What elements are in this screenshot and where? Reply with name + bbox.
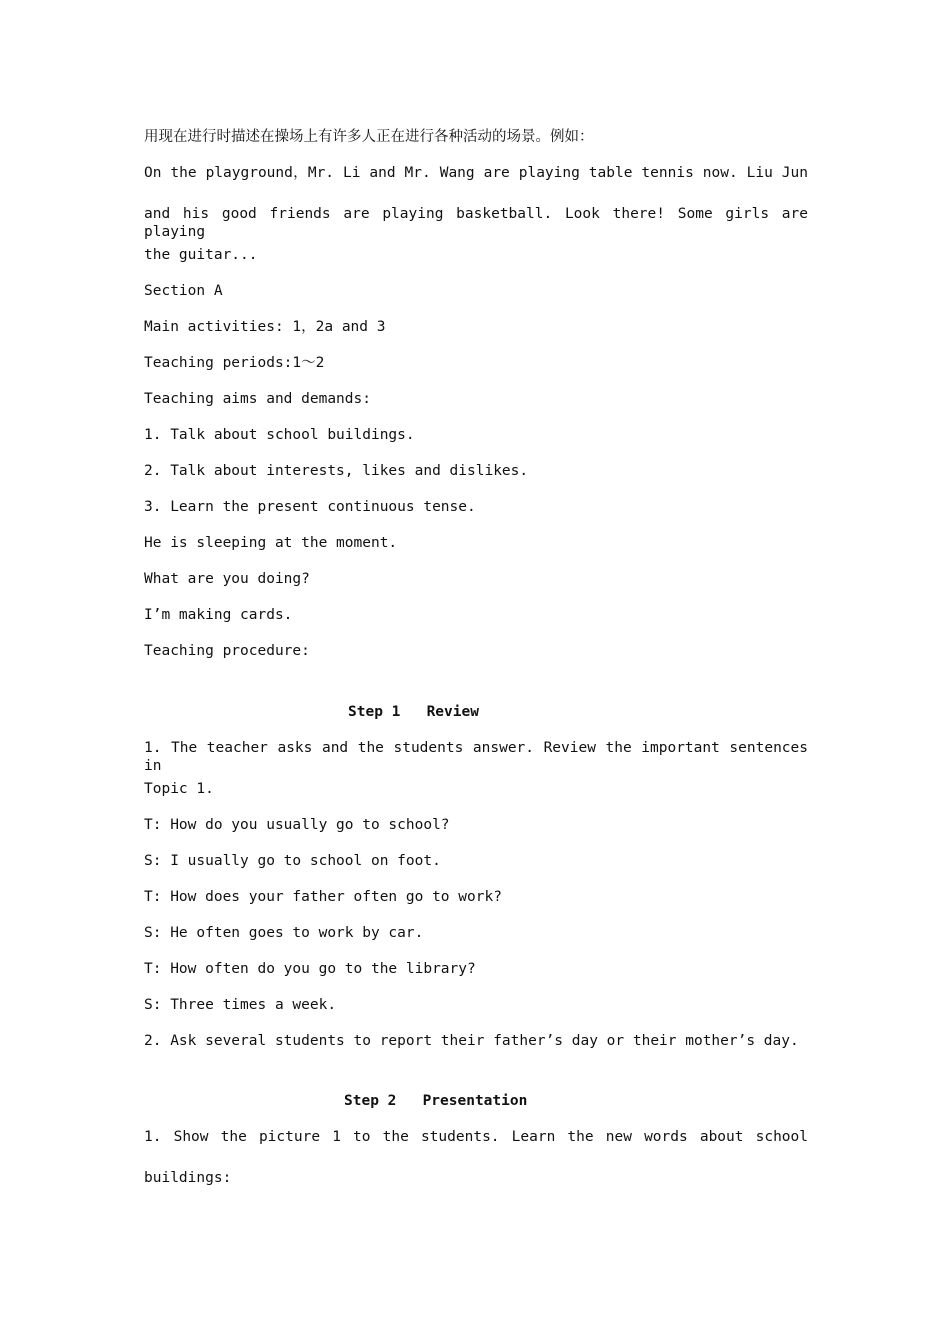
dialogue-line-5: T: How often do you go to the library?	[144, 961, 476, 977]
aim-item-2: 2. Talk about interests, likes and dislikes.	[144, 463, 529, 479]
example-line-2: and his good friends are playing basketball. Look there! Some girls are playing	[144, 206, 808, 240]
aims-heading: Teaching aims and demands:	[144, 391, 371, 407]
aim-item-3: 3. Learn the present continuous tense.	[144, 499, 476, 515]
step2-item1-line2: buildings:	[144, 1170, 232, 1186]
dialogue-line-2: S: I usually go to school on foot.	[144, 853, 441, 869]
example-line-3: the guitar...	[144, 247, 258, 263]
step1-title: Step 1 Review	[348, 704, 479, 720]
procedure-heading: Teaching procedure:	[144, 643, 310, 659]
section-title: Section A	[144, 283, 223, 299]
dialogue-line-3: T: How does your father often go to work?	[144, 889, 502, 905]
main-activities: Main activities: 1，2a and 3	[144, 319, 386, 335]
dialogue-line-1: T: How do you usually go to school?	[144, 817, 450, 833]
step1-item1-line1: 1. The teacher asks and the students answer. Review the important sentences in	[144, 740, 808, 774]
example-sentence-3: I’m making cards.	[144, 607, 293, 623]
step2-title: Step 2 Presentation	[344, 1093, 528, 1109]
dialogue-line-6: S: Three times a week.	[144, 997, 337, 1013]
aim-item-1: 1. Talk about school buildings.	[144, 427, 415, 443]
step1-item1-line2: Topic 1.	[144, 781, 214, 797]
example-line-1: On the playground，Mr. Li and Mr. Wang are playing table tennis now. Liu Jun	[144, 165, 808, 181]
step1-item2: 2. Ask several students to report their father’s day or their mother’s day.	[144, 1033, 799, 1049]
dialogue-line-4: S: He often goes to work by car.	[144, 925, 424, 941]
teaching-periods: Teaching periods:1～2	[144, 355, 325, 371]
step2-item1-line1: 1. Show the picture 1 to the students. Learn the new words about school	[144, 1129, 808, 1145]
intro-text: 用现在进行时描述在操场上有许多人正在进行各种活动的场景。例如：	[144, 129, 594, 145]
example-sentence-2: What are you doing?	[144, 571, 310, 587]
example-sentence-1: He is sleeping at the moment.	[144, 535, 398, 551]
